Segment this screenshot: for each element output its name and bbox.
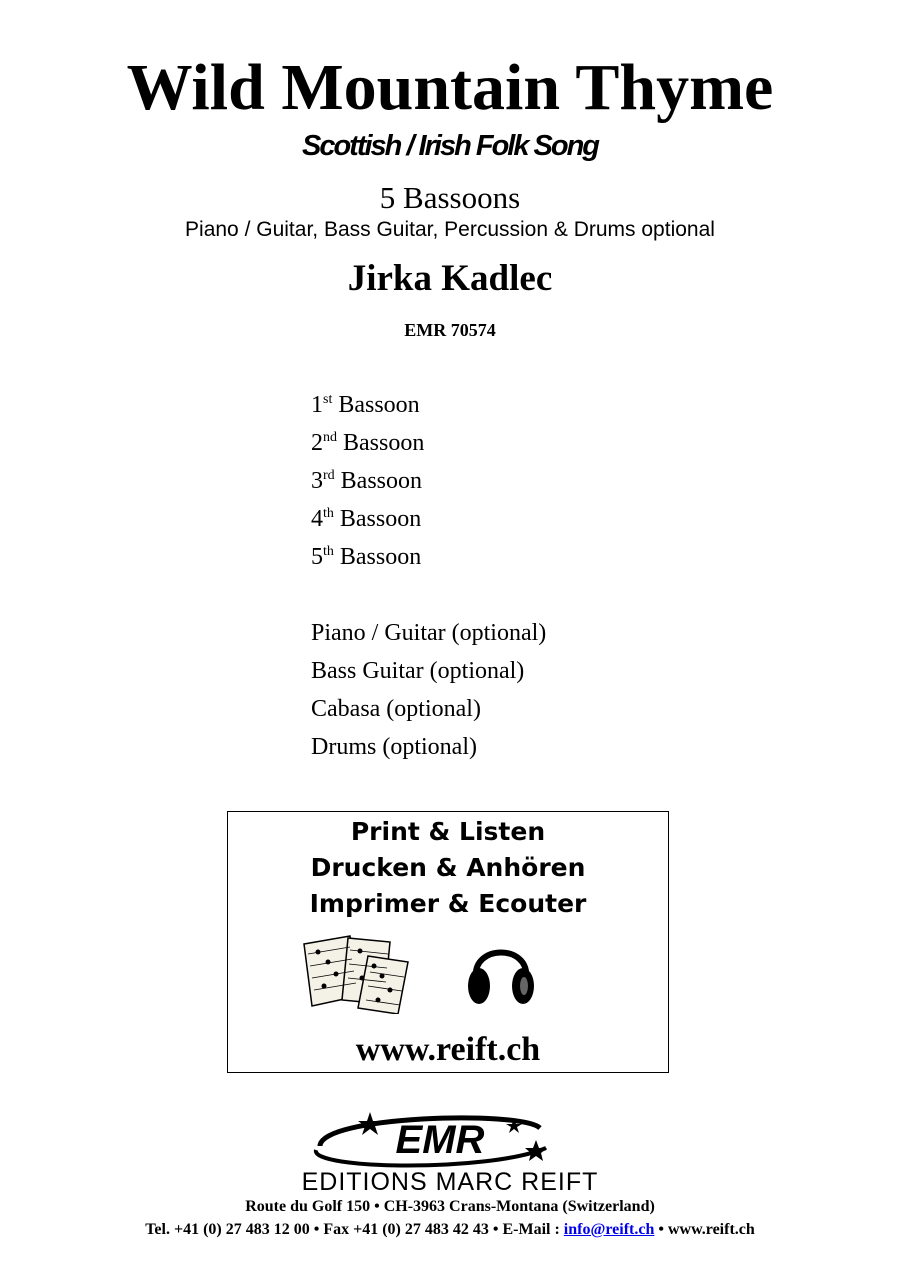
subtitle: Scottish / Irish Folk Song (301, 130, 599, 162)
optional-part-item: Piano / Guitar (optional) (311, 620, 547, 646)
promo-line-fr: Imprimer & Ecouter (309, 889, 587, 918)
parts-list (311, 388, 546, 768)
scoring-optional: Piano / Guitar, Bass Guitar, Percussion & Drums optional (185, 218, 715, 241)
promo-line-en: Print & Listen (350, 817, 546, 846)
publisher-name: EDITIONS MARC REIFT (301, 1168, 599, 1196)
promo-url: www.reift.ch (355, 1031, 541, 1068)
emr-logo (250, 1108, 650, 1198)
part-item: 1st Bassoon (311, 392, 420, 418)
publisher-contact: Tel. +41 (0) 27 483 12 00 • Fax +41 (0) 27 483 42 43 • E-Mail : info@reift.ch • www.reift.ch (145, 1221, 755, 1238)
part-item: 3rd Bassoon (311, 468, 423, 494)
logo-mark: EMR (395, 1118, 485, 1162)
sheet-music-icon (300, 934, 412, 1014)
scoring: 5 Bassoons (379, 180, 521, 215)
part-item: 2nd Bassoon (311, 430, 425, 456)
part-item: 4th Bassoon (311, 506, 422, 532)
headphones-icon (466, 934, 536, 1010)
optional-part-item: Drums (optional) (311, 734, 477, 760)
page-title: Wild Mountain Thyme (126, 51, 774, 124)
part-item: 5th Bassoon (311, 544, 422, 570)
publisher-address: Route du Golf 150 • CH-3963 Crans-Montana (Switzerland) (245, 1198, 655, 1215)
email-link[interactable]: info@reift.ch (563, 1221, 655, 1238)
optional-part-item: Cabasa (optional) (311, 696, 481, 722)
composer: Jirka Kadlec (347, 258, 553, 299)
catalog-number: EMR 70574 (404, 320, 496, 340)
optional-part-item: Bass Guitar (optional) (311, 658, 525, 684)
promo-line-de: Drucken & Anhören (310, 853, 586, 882)
print-listen-box (227, 811, 669, 1073)
